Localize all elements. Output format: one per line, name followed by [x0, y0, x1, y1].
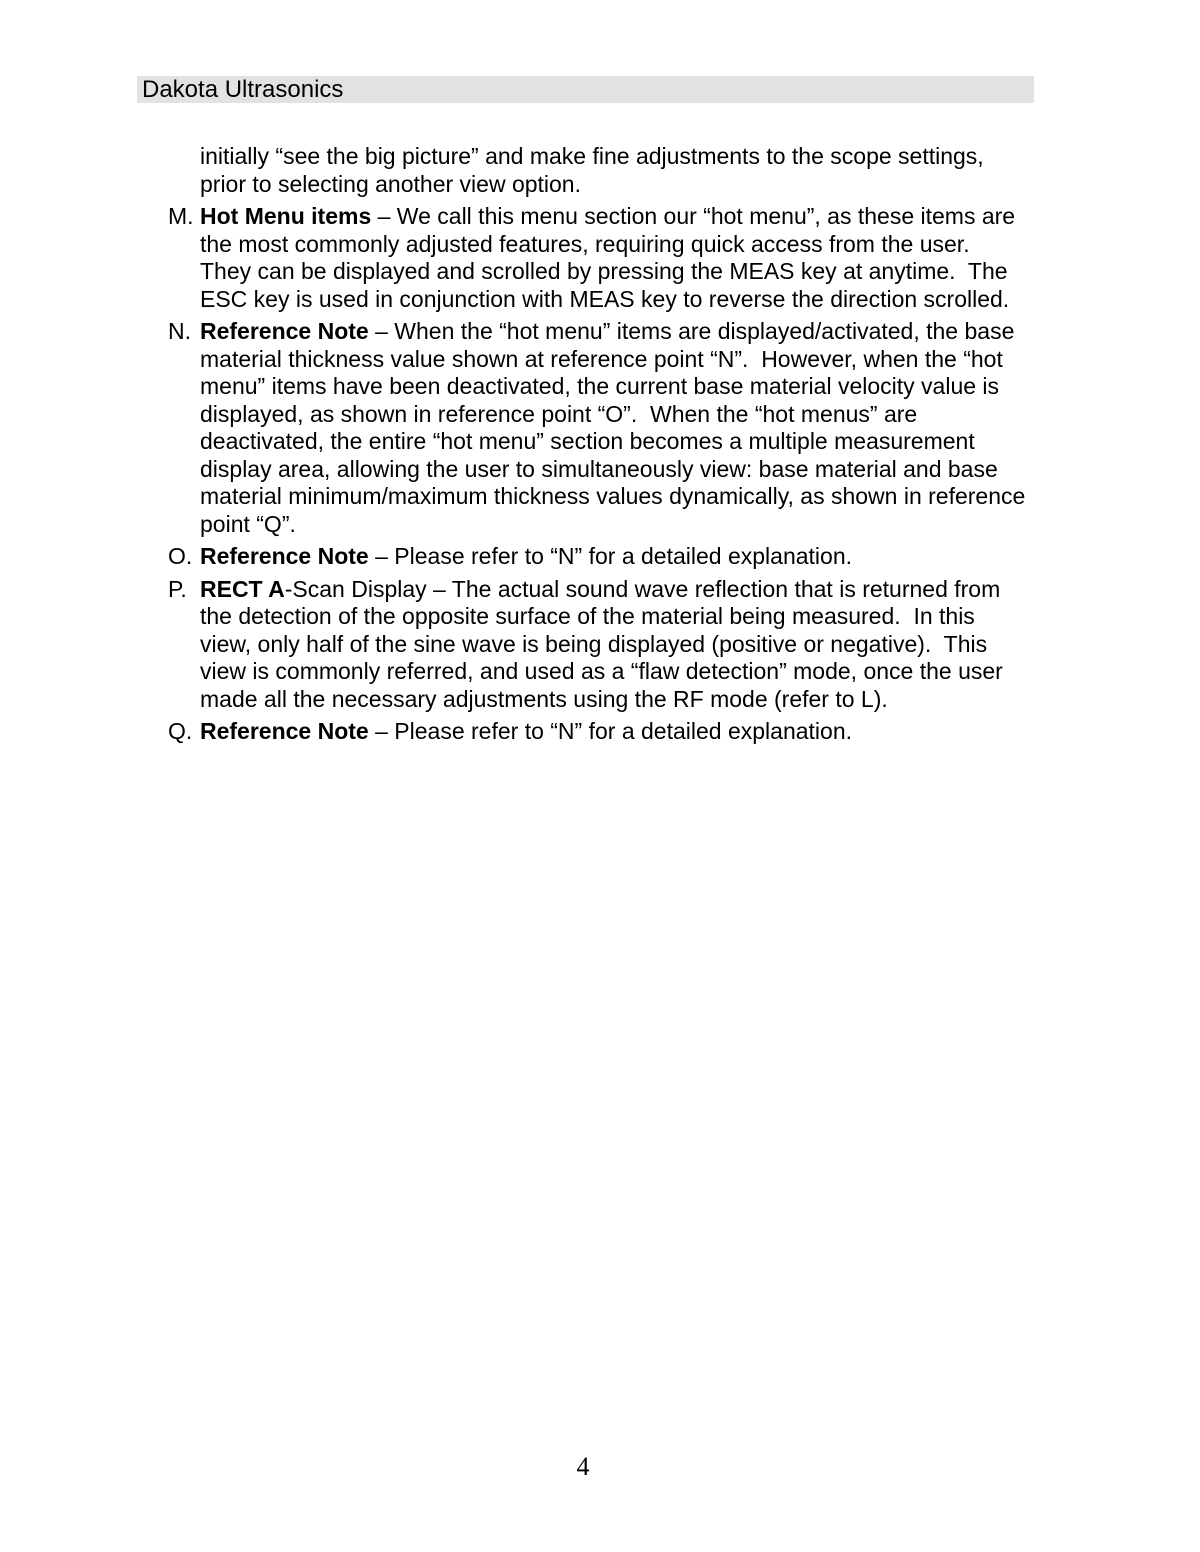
list-marker: P.	[168, 575, 187, 602]
list-item-o	[168, 543, 1030, 571]
list-item-m	[168, 203, 1030, 313]
list-item-q	[168, 718, 1030, 746]
list-marker: N.	[168, 318, 191, 344]
list-item-p	[168, 576, 1030, 714]
body-text	[168, 143, 1030, 751]
list-marker: O.	[168, 543, 193, 569]
item-term: Reference Note	[200, 543, 369, 569]
item-term: Reference Note	[200, 318, 369, 344]
item-term: Reference Note	[200, 718, 369, 744]
item-text: – Please refer to “N” for a detailed explanation.	[368, 543, 853, 569]
item-term: RECT A	[200, 575, 285, 602]
page-header-bar	[137, 76, 1034, 103]
header-title: Dakota Ultrasonics	[142, 76, 344, 103]
item-text: -Scan Display – The actual sound wave reflection that is returned from the detection of the opposite surface of the material being measured. In this view, only half of the sine wave is being displayed (positive or negative). This view is commonly referred, and used as a “flaw detection” mode, once the user made all the necessary adjustments using the RF mode (refer to L).	[200, 575, 1010, 712]
item-term: Hot Menu items	[200, 203, 372, 229]
item-text: – Please refer to “N” for a detailed explanation.	[368, 718, 853, 744]
list-marker: Q.	[168, 718, 193, 744]
continuation-paragraph: initially “see the big picture” and make fine adjustments to the scope settings, prior to selecting another view option.	[200, 143, 991, 197]
item-text: – We call this menu section our “hot menu”, as these items are the most commonly adjusted features, requiring quick access from the user. They can be displayed and scrolled by pressing the MEAS key at anytime. The ESC key is used in conjunction with MEAS key to reverse the direction scrolled.	[200, 203, 1022, 312]
list-marker: M.	[168, 203, 194, 229]
list-item-n	[168, 318, 1030, 538]
page-number: 4	[576, 1452, 590, 1481]
item-text: – When the “hot menu” items are displayed/activated, the base material thickness value shown at reference point “N”. However, when the “hot menu” items have been deactivated, the current base material velocity value is displayed, as shown in reference point “O”. When the “hot menus” are deactivated, the entire “hot menu” section becomes a multiple measurement display area, allowing the user to simultaneously view: base material and base material minimum/maximum thickness values dynamically, as shown in reference point “Q”.	[200, 318, 1032, 537]
